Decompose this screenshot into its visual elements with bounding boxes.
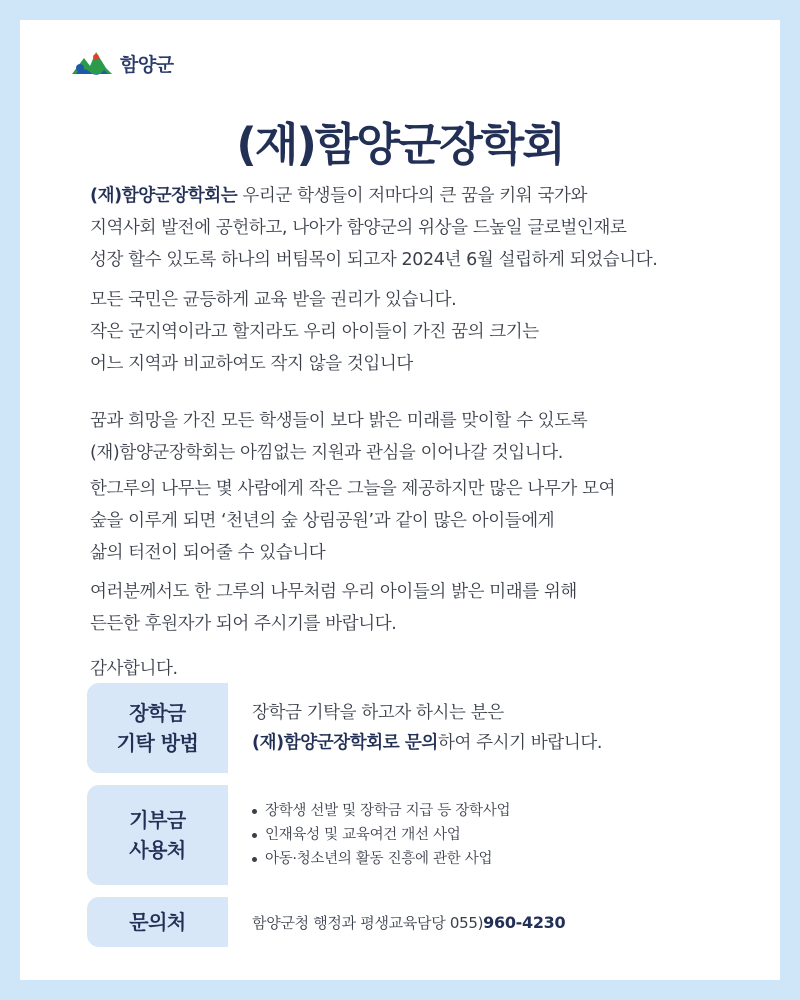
intro-line2: 지역사회 발전에 공헌하고, 나아가 함양군의 위상을 드높일 글로벌인재로 <box>90 218 627 238</box>
usage-content <box>252 799 510 871</box>
label-line: 사용처 <box>129 838 186 862</box>
donation-contact-bold: (재)함양군장학회로 문의 <box>252 733 438 753</box>
paragraph-line: 삶의 터전이 되어줄 수 있습니다 <box>90 543 326 563</box>
paragraph-request <box>90 576 577 640</box>
paragraph-line: 어느 지역과 비교하여도 작지 않을 것입니다 <box>90 354 413 374</box>
paragraph-line: 꿈과 희망을 가진 모든 학생들이 보다 밝은 미래를 맞이할 수 있도록 <box>90 411 588 431</box>
intro-line1: 우리군 학생들이 저마다의 큰 꿈을 키워 국가와 <box>237 186 587 206</box>
donation-method-row <box>87 683 602 773</box>
paragraph-rights <box>90 284 539 380</box>
donation-line1: 장학금 기탁을 하고자 하시는 분은 <box>252 703 504 723</box>
list-item-text: 아동·청소년의 활동 진흥에 관한 사업 <box>265 851 493 867</box>
page-title: (재)함양군장학회 <box>236 118 564 171</box>
label-line: 장학금 <box>129 701 186 725</box>
list-item <box>252 847 510 871</box>
bullet-icon <box>252 857 257 862</box>
list-item <box>252 823 510 847</box>
paragraph-line: 모든 국민은 균등하게 교육 받을 권리가 있습니다. <box>90 290 457 310</box>
list-item-text: 인재육성 및 교육여건 개선 사업 <box>265 827 461 843</box>
label-line: 기부금 <box>129 808 186 832</box>
list-item-text: 장학생 선발 및 장학금 지급 등 장학사업 <box>265 803 511 819</box>
contact-label: 문의처 <box>87 897 228 947</box>
notice-card <box>20 20 780 980</box>
paragraph-line: 든든한 후원자가 되어 주시기를 바랍니다. <box>90 614 397 634</box>
phone-number: 960-4230 <box>483 912 566 932</box>
paragraph-support <box>90 405 587 469</box>
mountain-logo-icon <box>70 48 114 78</box>
paragraph-line: 작은 군지역이라고 할지라도 우리 아이들이 가진 꿈의 크기는 <box>90 322 539 342</box>
donation-method-text <box>252 698 602 758</box>
logo-text: 함양군 <box>120 53 174 76</box>
donation-method-label <box>87 683 228 773</box>
paragraph-line: 감사합니다. <box>90 659 178 679</box>
contact-row <box>87 897 565 947</box>
intro-highlight: (재)함양군장학회는 <box>90 186 238 206</box>
contact-info <box>252 912 565 933</box>
donation-line2: 하여 주시기 바랍니다. <box>437 733 602 753</box>
paragraph-line: 한그루의 나무는 몇 사람에게 작은 그늘을 제공하지만 많은 나무가 모여 <box>90 479 616 499</box>
usage-label <box>87 785 228 885</box>
label-line: 기탁 방법 <box>116 731 199 755</box>
usage-row <box>87 785 510 885</box>
list-item <box>252 799 510 823</box>
bullet-icon <box>252 809 257 814</box>
paragraph-forest <box>90 473 615 569</box>
paragraph-line: 숲을 이루게 되면 ‘천년의 숲 상림공원’과 같이 많은 아이들에게 <box>90 511 555 531</box>
usage-list <box>252 799 510 871</box>
paragraph-line: 여러분께서도 한 그루의 나무처럼 우리 아이들의 밝은 미래를 위해 <box>90 582 577 602</box>
paragraph-thanks <box>90 653 178 685</box>
bullet-icon <box>252 833 257 838</box>
hamyang-logo <box>70 48 174 78</box>
intro-paragraph <box>90 180 657 276</box>
paragraph-line: (재)함양군장학회는 아낌없는 지원과 관심을 이어나갈 것입니다. <box>90 443 563 463</box>
contact-text: 함양군청 행정과 평생교육담당 055) <box>252 913 484 932</box>
intro-line3: 성장 할수 있도록 하나의 버팀목이 되고자 2024년 6월 설립하게 되었습니다. <box>90 250 658 270</box>
